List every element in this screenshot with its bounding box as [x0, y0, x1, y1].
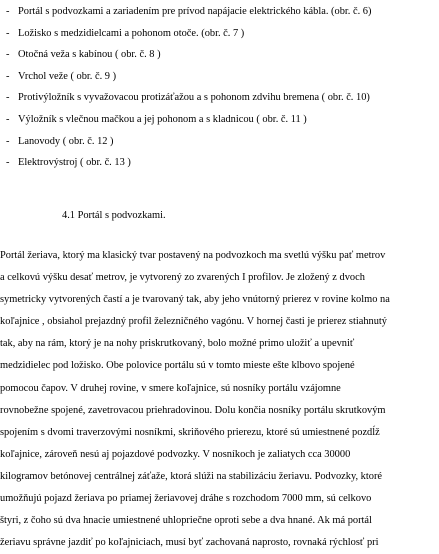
list-item: [6, 66, 436, 88]
paragraph-line: štyri, z čoho sú dva hnacie umiestnené uhlopriečne oproti sebe a dva hnané. Ak má portál: [0, 515, 372, 527]
list-item-text: Elektrovýstroj ( obr. č. 13 ): [18, 157, 131, 169]
list-dash: -: [6, 49, 10, 61]
list-item-text: Vrchol veže ( obr. č. 9 ): [18, 70, 117, 82]
list-item: [6, 152, 436, 174]
paragraph-line: umožňujú pojazd žeriava po priamej žeriavovej dráhe s rozchodom 7000 mm, sú celkovo: [0, 493, 372, 505]
list-item-text: Výložník s vlečnou mačkou a jej pohonom a s kladnicou ( obr. č. 11 ): [18, 113, 307, 125]
paragraph-line: a celkovú výšku desať metrov, je vytvorený zo zvarených I profilov. Je zložený z dvoch: [0, 272, 365, 284]
list-item: [6, 1, 436, 23]
list-dash: -: [6, 27, 10, 39]
list-dash: -: [6, 135, 10, 147]
list-item: [6, 131, 436, 153]
list-item: [6, 44, 436, 66]
paragraph-line: spojením s dvomi traverzovými nosníkmi, skriňového prierezu, ktoré sú umiestnené pozdĺž: [0, 426, 380, 438]
list-dash: -: [6, 6, 10, 17]
list-item: [6, 87, 436, 109]
list-item-text: Otočná veža s kabínou ( obr. č. 8 ): [18, 49, 161, 61]
list-dash: -: [6, 92, 10, 104]
section-heading: 4.1 Portál s podvozkami.: [62, 210, 166, 221]
list-item-text: Lanovody ( obr. č. 12 ): [18, 135, 114, 147]
paragraph-line: koľajnice , obsiahol prejazdný profil železničného vagónu. V hornej časti je prierez stiahnutý: [0, 316, 388, 328]
paragraph-line: medzidielec pod ložisko. Obe polovice portálu sú v tomto mieste ešte klbovo spojené: [0, 360, 355, 372]
paragraph-line: symetricky vytvorených častí a je tvarovaný tak, aby jeho vnútorný prierez v rovine kolmo na: [0, 294, 390, 306]
paragraph-line: Portál žeriava, ktorý ma klasický tvar postavený na podvozkoch ma svetlú výšku pať metrov: [0, 250, 386, 261]
paragraph-line: koľajnice, zároveň nesú aj pojazdové podvozky. V nosníkoch je zaliatych cca 30000: [0, 448, 351, 460]
paragraph-line: tak, aby na rám, ktorý je na nohy priskrutkovaný, bolo možné primo uložiť a upevniť: [0, 338, 355, 350]
list-dash: -: [6, 157, 10, 169]
paragraph-line: žeriavu správne jazdiť po koľajniciach, musí byť zachovaná naprosto, rovnaká rýchlosť pri: [0, 537, 379, 549]
list-item-text: Protivýložník s vyvažovacou protizáťažou a s pohonom zdvihu bremena ( obr. č. 10): [18, 92, 370, 104]
list-item-text: Portál s podvozkami a zariadením pre prívod napájacie elektrického kábla. (obr. č. 6): [18, 6, 372, 17]
body-paragraph: [0, 245, 439, 554]
list-dash: -: [6, 113, 10, 125]
paragraph-line: kilogramov betónovej centrálnej záťaže, ktorá slúži na stabilizáciu žeriavu. Podvozky, ktoré: [0, 470, 383, 482]
paragraph-line: rovnobežne spojené, zavetrovacou priehradovinou. Dolu končia nosníky portálu skrutkovým: [0, 404, 386, 416]
paragraph-line: pomocou čapov. V druhej rovine, v smere koľajnice, sú nosníky portálu vzájomne: [0, 382, 341, 394]
list-item-text: Ložisko s medzidielcami a pohonom otoče. (obr. č. 7 ): [18, 27, 245, 39]
list-item: [6, 109, 436, 131]
list-dash: -: [6, 70, 10, 82]
list-item: [6, 23, 436, 45]
crane-components-list: [6, 1, 436, 174]
